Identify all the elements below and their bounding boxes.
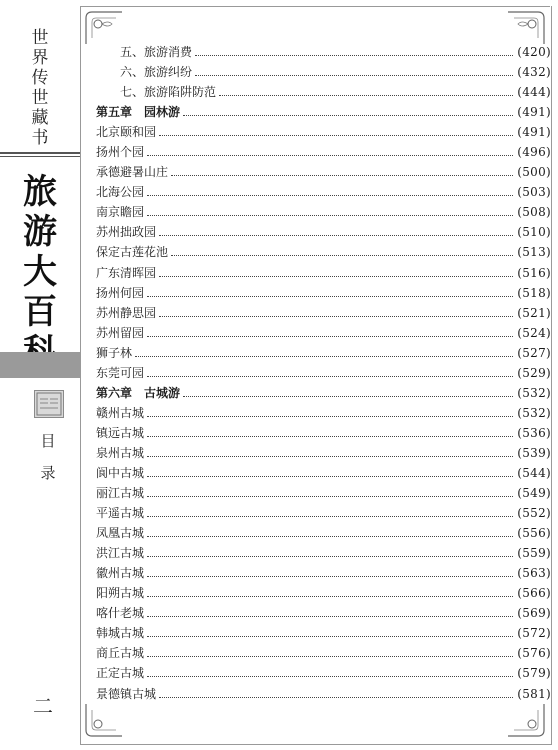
toc-entry-row[interactable] xyxy=(96,644,551,664)
toc-entry-row[interactable] xyxy=(96,544,551,564)
dot-leader xyxy=(183,114,513,116)
toc-page-number: (518) xyxy=(517,285,551,300)
toc-entry-label: 凤凰古城 xyxy=(96,526,145,541)
toc-entry-label: 商丘古城 xyxy=(96,646,145,661)
toc-page-number: (529) xyxy=(517,365,551,380)
toc-entry-row[interactable] xyxy=(96,584,551,604)
series-title-char: 世 xyxy=(31,28,49,48)
toc-chapter-row[interactable] xyxy=(96,384,551,404)
toc-entry-label: 韩城古城 xyxy=(96,626,145,641)
dot-leader xyxy=(147,595,513,597)
toc-entry-label: 景德镇古城 xyxy=(96,686,157,701)
dot-leader xyxy=(147,515,513,517)
toc-entry-label: 平遥古城 xyxy=(96,506,145,521)
toc-entry-row[interactable] xyxy=(96,143,551,163)
dot-leader xyxy=(147,555,513,557)
toc-entry-label: 洪江古城 xyxy=(96,546,145,561)
dot-leader xyxy=(147,535,513,537)
toc-page-number: (576) xyxy=(517,646,551,661)
ornament-corner-icon xyxy=(82,8,126,48)
toc-page-number: (496) xyxy=(517,145,551,160)
dot-leader xyxy=(147,655,513,657)
toc-page-number: (572) xyxy=(517,626,551,641)
dot-leader xyxy=(159,275,513,277)
divider xyxy=(0,156,80,157)
toc-page-number: (556) xyxy=(517,526,551,541)
toc-page-number: (539) xyxy=(517,445,551,460)
book-title-char: 旅 xyxy=(23,172,57,212)
dot-leader xyxy=(159,134,513,136)
dot-leader xyxy=(147,415,513,417)
toc-page-number: (513) xyxy=(517,245,551,260)
toc-entry-row[interactable] xyxy=(96,264,551,284)
grey-band xyxy=(0,352,80,378)
dot-leader xyxy=(147,335,513,337)
toc-page-number: (569) xyxy=(517,606,551,621)
toc-page-number: (549) xyxy=(517,486,551,501)
book-title-char: 游 xyxy=(23,212,57,252)
book-title-char: 大 xyxy=(23,252,57,292)
toc-entry-label: 北京颐和园 xyxy=(96,125,157,140)
toc-entry-row[interactable] xyxy=(96,83,551,103)
dot-leader xyxy=(135,355,513,357)
dot-leader xyxy=(147,435,513,437)
dot-leader xyxy=(147,455,513,457)
toc-page-number: (566) xyxy=(517,586,551,601)
series-title-char: 界 xyxy=(31,48,49,68)
toc-entry-row[interactable] xyxy=(96,524,551,544)
toc-entry-row[interactable] xyxy=(96,203,551,223)
ornament-corner-icon xyxy=(504,8,548,48)
dot-leader xyxy=(159,315,513,317)
toc-entry-label: 广东清晖园 xyxy=(96,265,157,280)
toc-entry-label: 苏州静思园 xyxy=(96,305,157,320)
toc-entry-label: 正定古城 xyxy=(96,666,145,681)
toc-page-number: (510) xyxy=(517,225,551,240)
page-number: 二 xyxy=(33,694,53,718)
series-title-char: 书 xyxy=(31,128,49,148)
dot-leader xyxy=(159,696,513,698)
toc-entry-row[interactable] xyxy=(96,604,551,624)
series-title-char: 传 xyxy=(31,68,49,88)
toc-entry-row[interactable] xyxy=(96,344,551,364)
dot-leader xyxy=(147,475,513,477)
dot-leader xyxy=(147,675,513,677)
series-title-char: 藏 xyxy=(31,108,49,128)
toc-page-number: (563) xyxy=(517,566,551,581)
sidebar xyxy=(0,0,80,750)
toc-entry-label: 东莞可园 xyxy=(96,365,145,380)
toc-entry-label: 阆中古城 xyxy=(96,465,145,480)
toc-page-number: (500) xyxy=(517,165,551,180)
toc-entry-label: 狮子林 xyxy=(96,345,133,360)
toc-label xyxy=(38,430,58,494)
toc-page-number: (532) xyxy=(517,385,551,400)
toc-entry-label: 五、旅游消费 xyxy=(120,45,193,59)
toc-entry-row[interactable] xyxy=(96,404,551,424)
toc-entry-row[interactable] xyxy=(96,304,551,324)
ornament-corner-icon xyxy=(82,700,126,740)
series-title-char: 世 xyxy=(31,88,49,108)
toc-entry-row[interactable] xyxy=(96,504,551,524)
toc-entry-row[interactable] xyxy=(96,484,551,504)
toc-entry-row[interactable] xyxy=(96,43,551,63)
dot-leader xyxy=(147,295,513,297)
toc-entry-label: 徽州古城 xyxy=(96,566,145,581)
dot-leader xyxy=(147,214,513,216)
dot-leader xyxy=(159,234,513,236)
divider xyxy=(0,152,80,154)
toc-entry-row[interactable] xyxy=(96,664,551,684)
book-title xyxy=(18,172,62,372)
toc-entry-label: 泉州古城 xyxy=(96,445,145,460)
toc-page-number: (552) xyxy=(517,506,551,521)
toc-entry-row[interactable] xyxy=(96,464,551,484)
toc-entry-label: 阳朔古城 xyxy=(96,586,145,601)
dot-leader xyxy=(147,495,513,497)
toc-page-number: (508) xyxy=(517,205,551,220)
toc-entry-row[interactable] xyxy=(96,364,551,384)
toc-entry-row[interactable] xyxy=(96,444,551,464)
toc-entry-label: 第六章 古城游 xyxy=(96,385,181,400)
toc-chapter-row[interactable] xyxy=(96,103,551,123)
book-title-char: 百 xyxy=(23,292,57,332)
dot-leader xyxy=(195,74,513,76)
dot-leader xyxy=(183,395,513,397)
table-of-contents xyxy=(96,43,551,705)
seal-icon xyxy=(34,390,64,418)
toc-page-number: (432) xyxy=(517,65,551,80)
toc-entry-row[interactable] xyxy=(96,243,551,263)
toc-entry-label: 赣州古城 xyxy=(96,405,145,420)
toc-page-number: (420) xyxy=(517,45,551,59)
toc-page-number: (527) xyxy=(517,345,551,360)
toc-entry-label: 承德避暑山庄 xyxy=(96,165,169,180)
toc-entry-label: 扬州个园 xyxy=(96,145,145,160)
toc-entry-label: 北海公园 xyxy=(96,185,145,200)
toc-entry-row[interactable] xyxy=(96,163,551,183)
dot-leader xyxy=(147,375,513,377)
toc-entry-row[interactable] xyxy=(96,685,551,705)
toc-page-number: (491) xyxy=(517,105,551,120)
toc-entry-row[interactable] xyxy=(96,63,551,83)
dot-leader xyxy=(147,194,513,196)
dot-leader xyxy=(147,615,513,617)
dot-leader xyxy=(171,254,513,256)
toc-page-number: (536) xyxy=(517,425,551,440)
dot-leader xyxy=(147,154,513,156)
toc-page-number: (491) xyxy=(517,125,551,140)
toc-entry-label: 南京瞻园 xyxy=(96,205,145,220)
toc-entry-row[interactable] xyxy=(96,183,551,203)
toc-page-number: (581) xyxy=(517,686,551,701)
toc-label-char: 录 xyxy=(40,464,56,482)
toc-entry-row[interactable] xyxy=(96,284,551,304)
dot-leader xyxy=(147,575,513,577)
toc-page-number: (521) xyxy=(517,305,551,320)
toc-entry-label: 六、旅游纠纷 xyxy=(120,65,193,80)
toc-entry-label: 镇远古城 xyxy=(96,425,145,440)
toc-page-number: (544) xyxy=(517,465,551,480)
toc-page-number: (503) xyxy=(517,185,551,200)
toc-entry-label: 七、旅游陷阱防范 xyxy=(120,85,217,100)
toc-entry-row[interactable] xyxy=(96,123,551,143)
dot-leader xyxy=(219,94,513,96)
toc-entry-row[interactable] xyxy=(96,424,551,444)
toc-entry-label: 丽江古城 xyxy=(96,486,145,501)
toc-entry-row[interactable] xyxy=(96,324,551,344)
dot-leader xyxy=(195,54,513,56)
toc-entry-row[interactable] xyxy=(96,564,551,584)
toc-page-number: (524) xyxy=(517,325,551,340)
toc-entry-label: 保定古莲花池 xyxy=(96,245,169,260)
toc-entry-label: 苏州留园 xyxy=(96,325,145,340)
dot-leader xyxy=(147,635,513,637)
toc-entry-label: 苏州拙政园 xyxy=(96,225,157,240)
toc-label-char: 目 xyxy=(40,432,56,450)
toc-entry-row[interactable] xyxy=(96,624,551,644)
toc-page-number: (444) xyxy=(517,85,551,100)
toc-entry-label: 第五章 园林游 xyxy=(96,105,181,120)
dot-leader xyxy=(171,174,513,176)
ornament-corner-icon xyxy=(504,700,548,740)
toc-entry-label: 扬州何园 xyxy=(96,285,145,300)
toc-page-number: (532) xyxy=(517,405,551,420)
toc-entry-row[interactable] xyxy=(96,223,551,243)
toc-page-number: (579) xyxy=(517,666,551,681)
series-title xyxy=(22,28,58,148)
toc-entry-label: 喀什老城 xyxy=(96,606,145,621)
toc-page-number: (516) xyxy=(517,265,551,280)
toc-page-number: (559) xyxy=(517,546,551,561)
